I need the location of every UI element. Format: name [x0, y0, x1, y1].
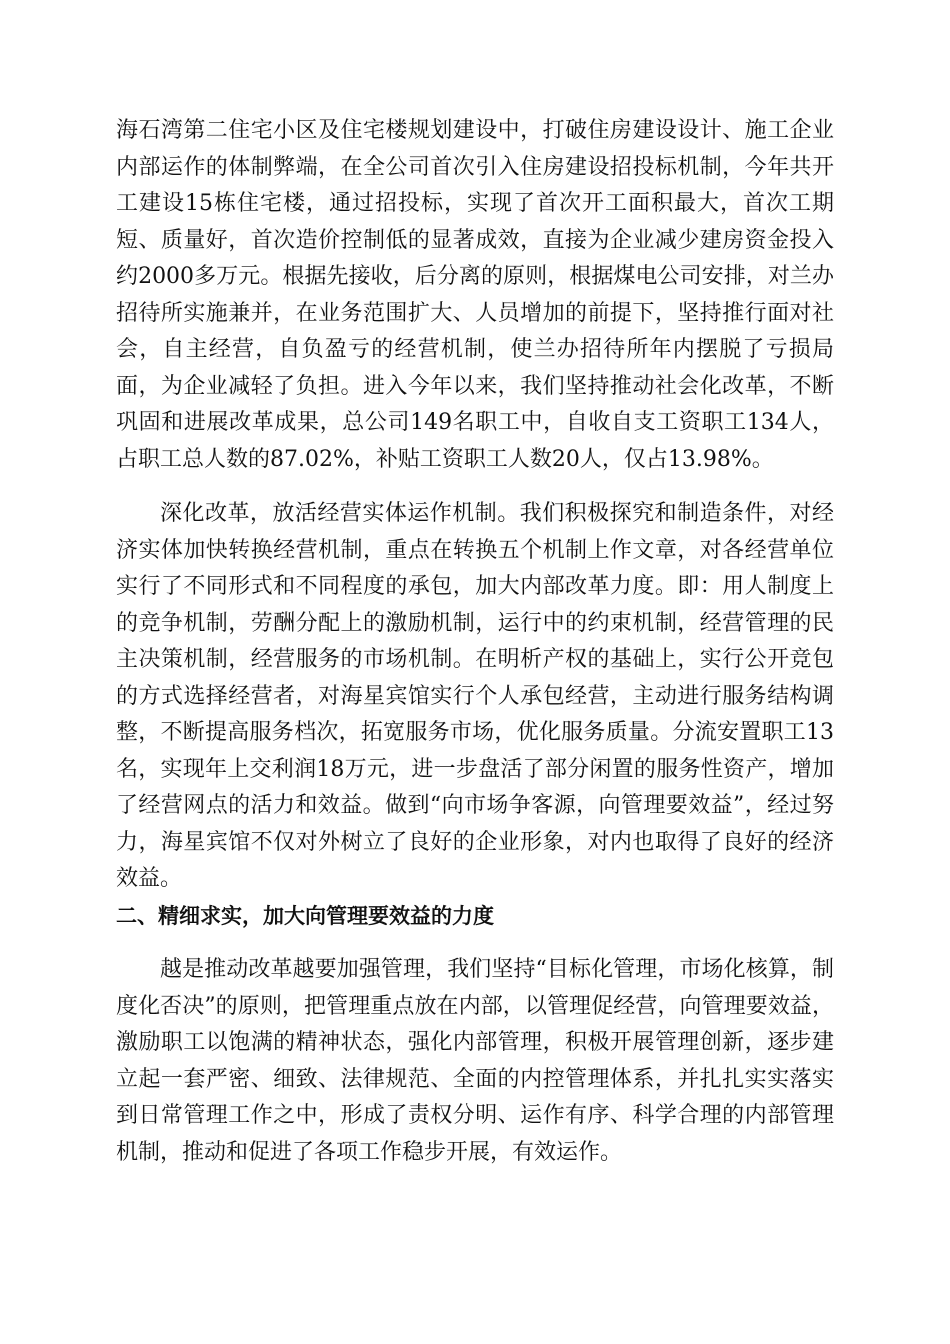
- paragraph-deepen-reform: 深化改革，放活经营实体运作机制。我们积极探究和制造条件，对经济实体加快转换经营机制，重点在转换五个机制上作文章，对各经营单位实行了不同形式和不同程度的承包，加大内部改革力度。即：用人制度上的竞争机制，劳酬分配上的激励机制，运行中的约束机制，经营管理的民主决策机制，经营服务的市场机制。在明析产权的基础上，实行公开竞包的方式选择经营者，对海星宾馆实行个人承包经营，主动进行服务结构调整，不断提高服务档次，拓宽服务市场，优化服务质量。分流安置职工13名，实现年上交利润18万元，进一步盘活了部分闲置的服务性资产，增加了经营网点的活力和效益。做到“向市场争客源，向管理要效益”，经过努力，海星宾馆不仅对外树立了良好的企业形象，对内也取得了良好的经济效益。: [116, 501, 834, 891]
- document-page: [116, 113, 834, 1171]
- paragraph-housing-reform: 海石湾第二住宅小区及住宅楼规划建设中，打破住房建设设计、施工企业内部运作的体制弊端，在全公司首次引入住房建设招投标机制，今年共开工建设15栋住宅楼，通过招投标，实现了首次开工面积最大，首次工期短、质量好，首次造价控制低的显著成效，直接为企业减少建房资金投入约2000多万元。根据先接收，后分离的原则，根据煤电公司安排，对兰办招待所实施兼并，在业务范围扩大、人员增加的前提下，坚持推行面对社会，自主经营，自负盈亏的经营机制，使兰办招待所年内摆脱了亏损局面，为企业减轻了负担。进入今年以来，我们坚持推动社会化改革，不断巩固和进展改革成果，总公司149名职工中，自收自支工资职工134人，占职工总人数的87.02%，补贴工资职工人数20人，仅占13.98%。: [116, 118, 834, 472]
- paragraph-management: 越是推动改革越要加强管理，我们坚持“目标化管理，市场化核算，制度化否决”的原则，把管理重点放在内部，以管理促经营，向管理要效益，激励职工以饱满的精神状态，强化内部管理，积极开展管理创新，逐步建立起一套严密、细致、法律规范、全面的内控管理体系，并扎扎实实落实到日常管理工作之中，形成了责权分明、运作有序、科学合理的内部管理机制，推动和促进了各项工作稳步开展，有效运作。: [116, 957, 834, 1165]
- section-heading: 二、精细求实，加大向管理要效益的力度: [116, 903, 494, 928]
